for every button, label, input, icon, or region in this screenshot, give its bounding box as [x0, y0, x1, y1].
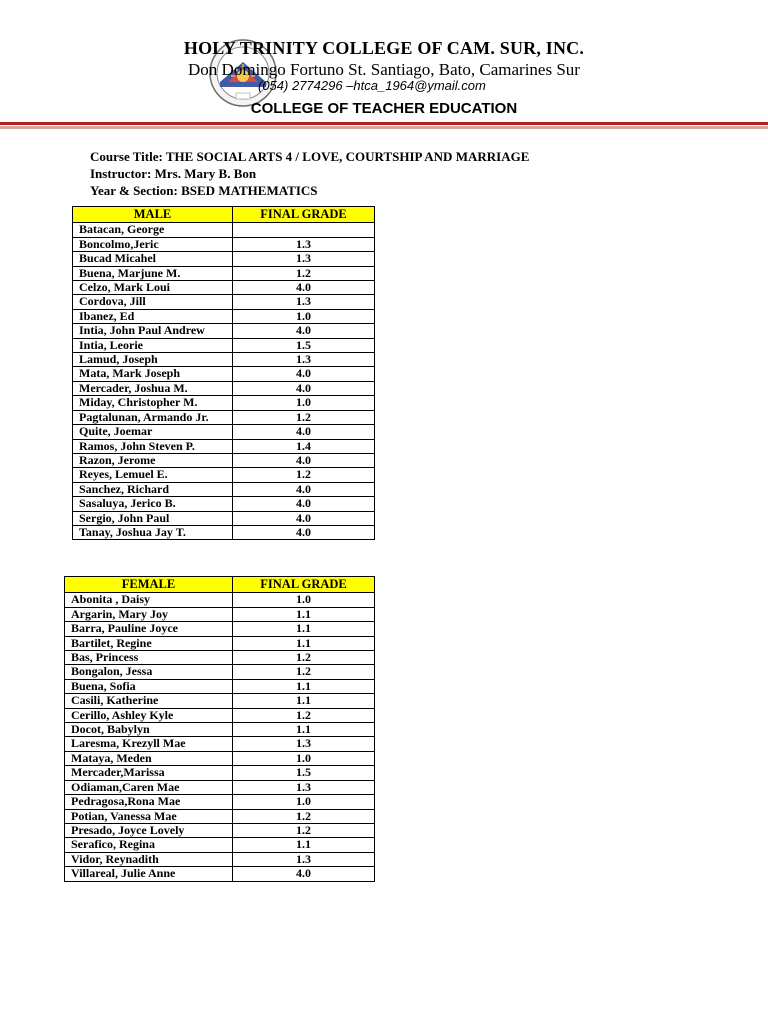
school-contact: (054) 2774296 –htca_1964@ymail.com [258, 78, 486, 93]
table-row [65, 708, 375, 722]
student-name: Mercader,Marissa [65, 766, 233, 780]
final-grade: 4.0 [233, 511, 375, 525]
header-divider [0, 122, 768, 125]
student-name: Bas, Princess [65, 651, 233, 665]
table-row [65, 723, 375, 737]
final-grade: 1.2 [233, 468, 375, 482]
student-name: Casili, Katherine [65, 694, 233, 708]
final-grade: 1.2 [233, 823, 375, 837]
final-grade: 1.5 [233, 338, 375, 352]
final-grade: 1.5 [233, 766, 375, 780]
table-row [73, 281, 375, 295]
table-row [65, 593, 375, 607]
header-divider-shadow [0, 126, 768, 129]
final-grade: 1.1 [233, 622, 375, 636]
final-grade: 1.1 [233, 694, 375, 708]
final-grade: 1.2 [233, 708, 375, 722]
table-row [73, 324, 375, 338]
final-grade: 4.0 [233, 867, 375, 881]
table-row [73, 223, 375, 237]
final-grade: 4.0 [233, 367, 375, 381]
final-grade: 1.2 [233, 410, 375, 424]
final-grade: 1.1 [233, 679, 375, 693]
letterhead [0, 0, 768, 130]
final-grade: 1.3 [233, 252, 375, 266]
final-grade: 1.0 [233, 751, 375, 765]
final-grade: 4.0 [233, 453, 375, 467]
student-name: Ibanez, Ed [73, 309, 233, 323]
student-name: Celzo, Mark Loui [73, 281, 233, 295]
table-row [73, 410, 375, 424]
final-grade: 1.2 [233, 266, 375, 280]
female-grades-table [64, 576, 375, 882]
course-title: THE SOCIAL ARTS 4 / LOVE, COURTSHIP AND MARRIAGE [165, 149, 530, 164]
column-header-name: FEMALE [65, 577, 233, 593]
table-row [73, 353, 375, 367]
table-row [73, 252, 375, 266]
table-row [73, 266, 375, 280]
table-row [65, 795, 375, 809]
student-name: Argarin, Mary Joy [65, 607, 233, 621]
final-grade: 1.3 [233, 295, 375, 309]
table-row [65, 651, 375, 665]
table-row [73, 453, 375, 467]
table-row [73, 338, 375, 352]
student-name: Buena, Sofia [65, 679, 233, 693]
table-row [73, 525, 375, 539]
student-name: Pagtalunan, Armando Jr. [73, 410, 233, 424]
course-title-line [90, 148, 529, 165]
student-name: Odiaman,Caren Mae [65, 780, 233, 794]
student-name: Miday, Christopher M. [73, 396, 233, 410]
school-name: HOLY TRINITY COLLEGE OF CAM. SUR, INC. [183, 38, 585, 58]
final-grade: 1.0 [233, 309, 375, 323]
table-row [73, 381, 375, 395]
final-grade: 4.0 [233, 497, 375, 511]
student-name: Razon, Jerome [73, 453, 233, 467]
table-row [65, 838, 375, 852]
college-name: COLLEGE OF TEACHER EDUCATION [250, 100, 518, 117]
table-row [73, 468, 375, 482]
student-name: Villareal, Julie Anne [65, 867, 233, 881]
table-row [65, 636, 375, 650]
student-name: Pedragosa,Rona Mae [65, 795, 233, 809]
course-title-label: Course Title: [90, 149, 166, 164]
final-grade: 1.1 [233, 723, 375, 737]
table-row [73, 439, 375, 453]
table-row [73, 511, 375, 525]
student-name: Batacan, George [73, 223, 233, 237]
final-grade: 1.3 [233, 353, 375, 367]
final-grade: 1.3 [233, 237, 375, 251]
student-name: Docot, Babylyn [65, 723, 233, 737]
student-name: Sasaluya, Jerico B. [73, 497, 233, 511]
student-name: Bucad Micahel [73, 252, 233, 266]
final-grade: 4.0 [233, 482, 375, 496]
final-grade: 1.0 [233, 795, 375, 809]
instructor-line [90, 165, 529, 182]
table-header-row [73, 207, 375, 223]
final-grade: 1.2 [233, 651, 375, 665]
table-header-row [65, 577, 375, 593]
final-grade: 4.0 [233, 525, 375, 539]
student-name: Lamud, Joseph [73, 353, 233, 367]
student-name: Boncolmo,Jeric [73, 237, 233, 251]
table-row [73, 396, 375, 410]
table-row [65, 694, 375, 708]
student-name: Barra, Pauline Joyce [65, 622, 233, 636]
school-address: Don Domingo Fortuno St. Santiago, Bato, Camarines Sur [188, 60, 580, 79]
male-grades-table [72, 206, 375, 540]
instructor-label: Instructor: [90, 166, 155, 181]
student-name: Presado, Joyce Lovely [65, 823, 233, 837]
column-header-grade: FINAL GRADE [233, 207, 375, 223]
table-row [73, 295, 375, 309]
student-name: Serafico, Regina [65, 838, 233, 852]
student-name: Sergio, John Paul [73, 511, 233, 525]
table-row [65, 809, 375, 823]
student-name: Cordova, Jill [73, 295, 233, 309]
course-info [90, 148, 529, 199]
final-grade: 1.0 [233, 593, 375, 607]
student-name: Potian, Vanessa Mae [65, 809, 233, 823]
student-name: Reyes, Lemuel E. [73, 468, 233, 482]
table-row [73, 309, 375, 323]
final-grade: 1.0 [233, 396, 375, 410]
student-name: Mercader, Joshua M. [73, 381, 233, 395]
table-row [73, 237, 375, 251]
student-name: Cerillo, Ashley Kyle [65, 708, 233, 722]
student-name: Quite, Joemar [73, 425, 233, 439]
student-name: Sanchez, Richard [73, 482, 233, 496]
final-grade: 1.3 [233, 737, 375, 751]
student-name: Bartilet, Regine [65, 636, 233, 650]
student-name: Ramos, John Steven P. [73, 439, 233, 453]
final-grade: 4.0 [233, 324, 375, 338]
table-row [65, 780, 375, 794]
student-name: Intia, John Paul Andrew [73, 324, 233, 338]
table-row [65, 622, 375, 636]
final-grade [233, 223, 375, 237]
table-row [65, 766, 375, 780]
section-label: Year & Section: [90, 183, 182, 198]
table-row [73, 425, 375, 439]
table-row [65, 679, 375, 693]
final-grade: 1.1 [233, 607, 375, 621]
section-name: BSED MATHEMATICS [181, 183, 318, 198]
student-name: Laresma, Krezyll Mae [65, 737, 233, 751]
student-name: Intia, Leorie [73, 338, 233, 352]
table-row [65, 867, 375, 881]
student-name: Buena, Marjune M. [73, 266, 233, 280]
student-name: Mata, Mark Joseph [73, 367, 233, 381]
final-grade: 1.4 [233, 439, 375, 453]
table-row [73, 497, 375, 511]
student-name: Vidor, Reynadith [65, 852, 233, 866]
final-grade: 4.0 [233, 425, 375, 439]
section-line [90, 182, 529, 199]
final-grade: 1.1 [233, 838, 375, 852]
table-row [65, 665, 375, 679]
final-grade: 1.2 [233, 809, 375, 823]
table-row [65, 737, 375, 751]
student-name: Abonita , Daisy [65, 593, 233, 607]
table-row [73, 482, 375, 496]
final-grade: 1.3 [233, 852, 375, 866]
final-grade: 1.3 [233, 780, 375, 794]
table-row [65, 823, 375, 837]
table-row [65, 751, 375, 765]
column-header-name: MALE [73, 207, 233, 223]
student-name: Tanay, Joshua Jay T. [73, 525, 233, 539]
table-row [73, 367, 375, 381]
final-grade: 4.0 [233, 381, 375, 395]
final-grade: 1.1 [233, 636, 375, 650]
column-header-grade: FINAL GRADE [233, 577, 375, 593]
table-row [65, 852, 375, 866]
table-row [65, 607, 375, 621]
final-grade: 1.2 [233, 665, 375, 679]
student-name: Mataya, Meden [65, 751, 233, 765]
instructor-name: Mrs. Mary B. Bon [154, 166, 257, 181]
student-name: Bongalon, Jessa [65, 665, 233, 679]
final-grade: 4.0 [233, 281, 375, 295]
